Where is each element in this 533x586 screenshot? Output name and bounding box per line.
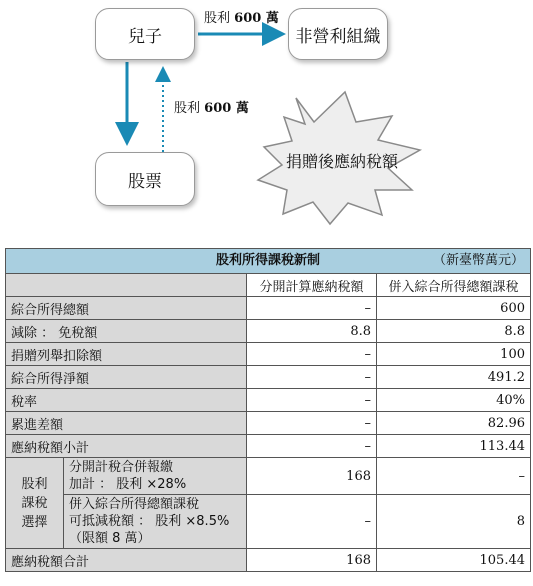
row-value-combined: 491.2: [377, 366, 531, 389]
table-row-group-separate: [6, 458, 531, 495]
edge-label-dividend: [174, 97, 249, 116]
row-value-separate: 8.8: [247, 320, 377, 343]
option-combined-label: [64, 495, 247, 549]
table-row: [6, 320, 531, 343]
row-value-separate: –: [247, 435, 377, 458]
table-unit: （新臺幣萬元）: [432, 253, 524, 268]
npo-node: [288, 8, 388, 60]
row-label: 稅率: [6, 389, 247, 412]
row-value-combined: 600: [377, 297, 531, 320]
diagram-canvas: [0, 0, 533, 245]
stock-node: [95, 152, 195, 206]
header-separate-tax: 分開計算應納稅額: [247, 274, 377, 297]
row-label: 綜合所得總額: [6, 297, 247, 320]
row-value-separate: –: [247, 366, 377, 389]
stock-node-label: 股票: [128, 171, 162, 192]
table-row: [6, 412, 531, 435]
table-header-row: [6, 274, 531, 297]
total-label: 應納稅額合計: [6, 549, 247, 572]
row-value-combined: 40%: [377, 389, 531, 412]
row-label: 應納稅額小計: [6, 435, 247, 458]
row-value-separate: –: [247, 343, 377, 366]
table-title: 股利所得課稅新制: [215, 253, 320, 268]
total-value-combined: 105.44: [377, 549, 531, 572]
row-value-combined: 100: [377, 343, 531, 366]
table-row: [6, 366, 531, 389]
row-label: 綜合所得淨額: [6, 366, 247, 389]
son-node-label: 兒子: [128, 26, 162, 47]
table-total-row: [6, 549, 531, 572]
option-separate-value-separate: 168: [247, 458, 377, 495]
dividend-tax-table: [5, 248, 531, 572]
option-line: （限額 8 萬）: [69, 531, 151, 546]
row-label: 捐贈列舉扣除額: [6, 343, 247, 366]
header-blank-cell: [6, 274, 247, 297]
option-combined-value-separate: –: [247, 495, 377, 549]
option-line: 分開計稅合併報繳: [69, 460, 174, 475]
group-label-line: 課稅: [21, 495, 48, 511]
table-row: [6, 435, 531, 458]
table-title-row: [6, 249, 531, 274]
row-value-separate: –: [247, 412, 377, 435]
group-label-line: 股利: [21, 476, 48, 492]
edge-label-donation-amount: 600 萬: [234, 11, 279, 26]
burst-label: 捐贈後應納稅額: [286, 152, 399, 171]
option-separate-label: [64, 458, 247, 495]
header-combined-tax: 併入綜合所得總額課稅: [377, 274, 531, 297]
edge-label-dividend-text: 股利: [174, 101, 201, 116]
table-row: [6, 297, 531, 320]
row-label: 累進差額: [6, 412, 247, 435]
table-row: [6, 343, 531, 366]
row-value-separate: –: [247, 389, 377, 412]
row-value-separate: –: [247, 297, 377, 320]
table-row-group-combined: [6, 495, 531, 549]
row-value-combined: 82.96: [377, 412, 531, 435]
edge-label-dividend-amount: 600 萬: [204, 101, 249, 116]
edge-label-donation: [204, 7, 279, 26]
option-line: 併入綜合所得總額課稅: [69, 497, 200, 512]
option-combined-value-combined: 8: [377, 495, 531, 549]
option-line: 加計 ： 股利 ×28%: [69, 477, 187, 492]
option-separate-value-combined: –: [377, 458, 531, 495]
row-value-combined: 113.44: [377, 435, 531, 458]
row-label: 減除 ： 免稅額: [6, 320, 247, 343]
option-line: 可抵減稅額 ： 股利 ×8.5%: [69, 514, 230, 529]
group-label-line: 選擇: [21, 514, 48, 530]
edge-label-donation-text: 股利: [204, 11, 231, 26]
npo-node-label: 非營利組織: [295, 26, 381, 47]
dividend-choice-group-label: [6, 458, 64, 549]
total-value-separate: 168: [247, 549, 377, 572]
table-row: [6, 389, 531, 412]
row-value-combined: 8.8: [377, 320, 531, 343]
son-node: [95, 8, 195, 60]
